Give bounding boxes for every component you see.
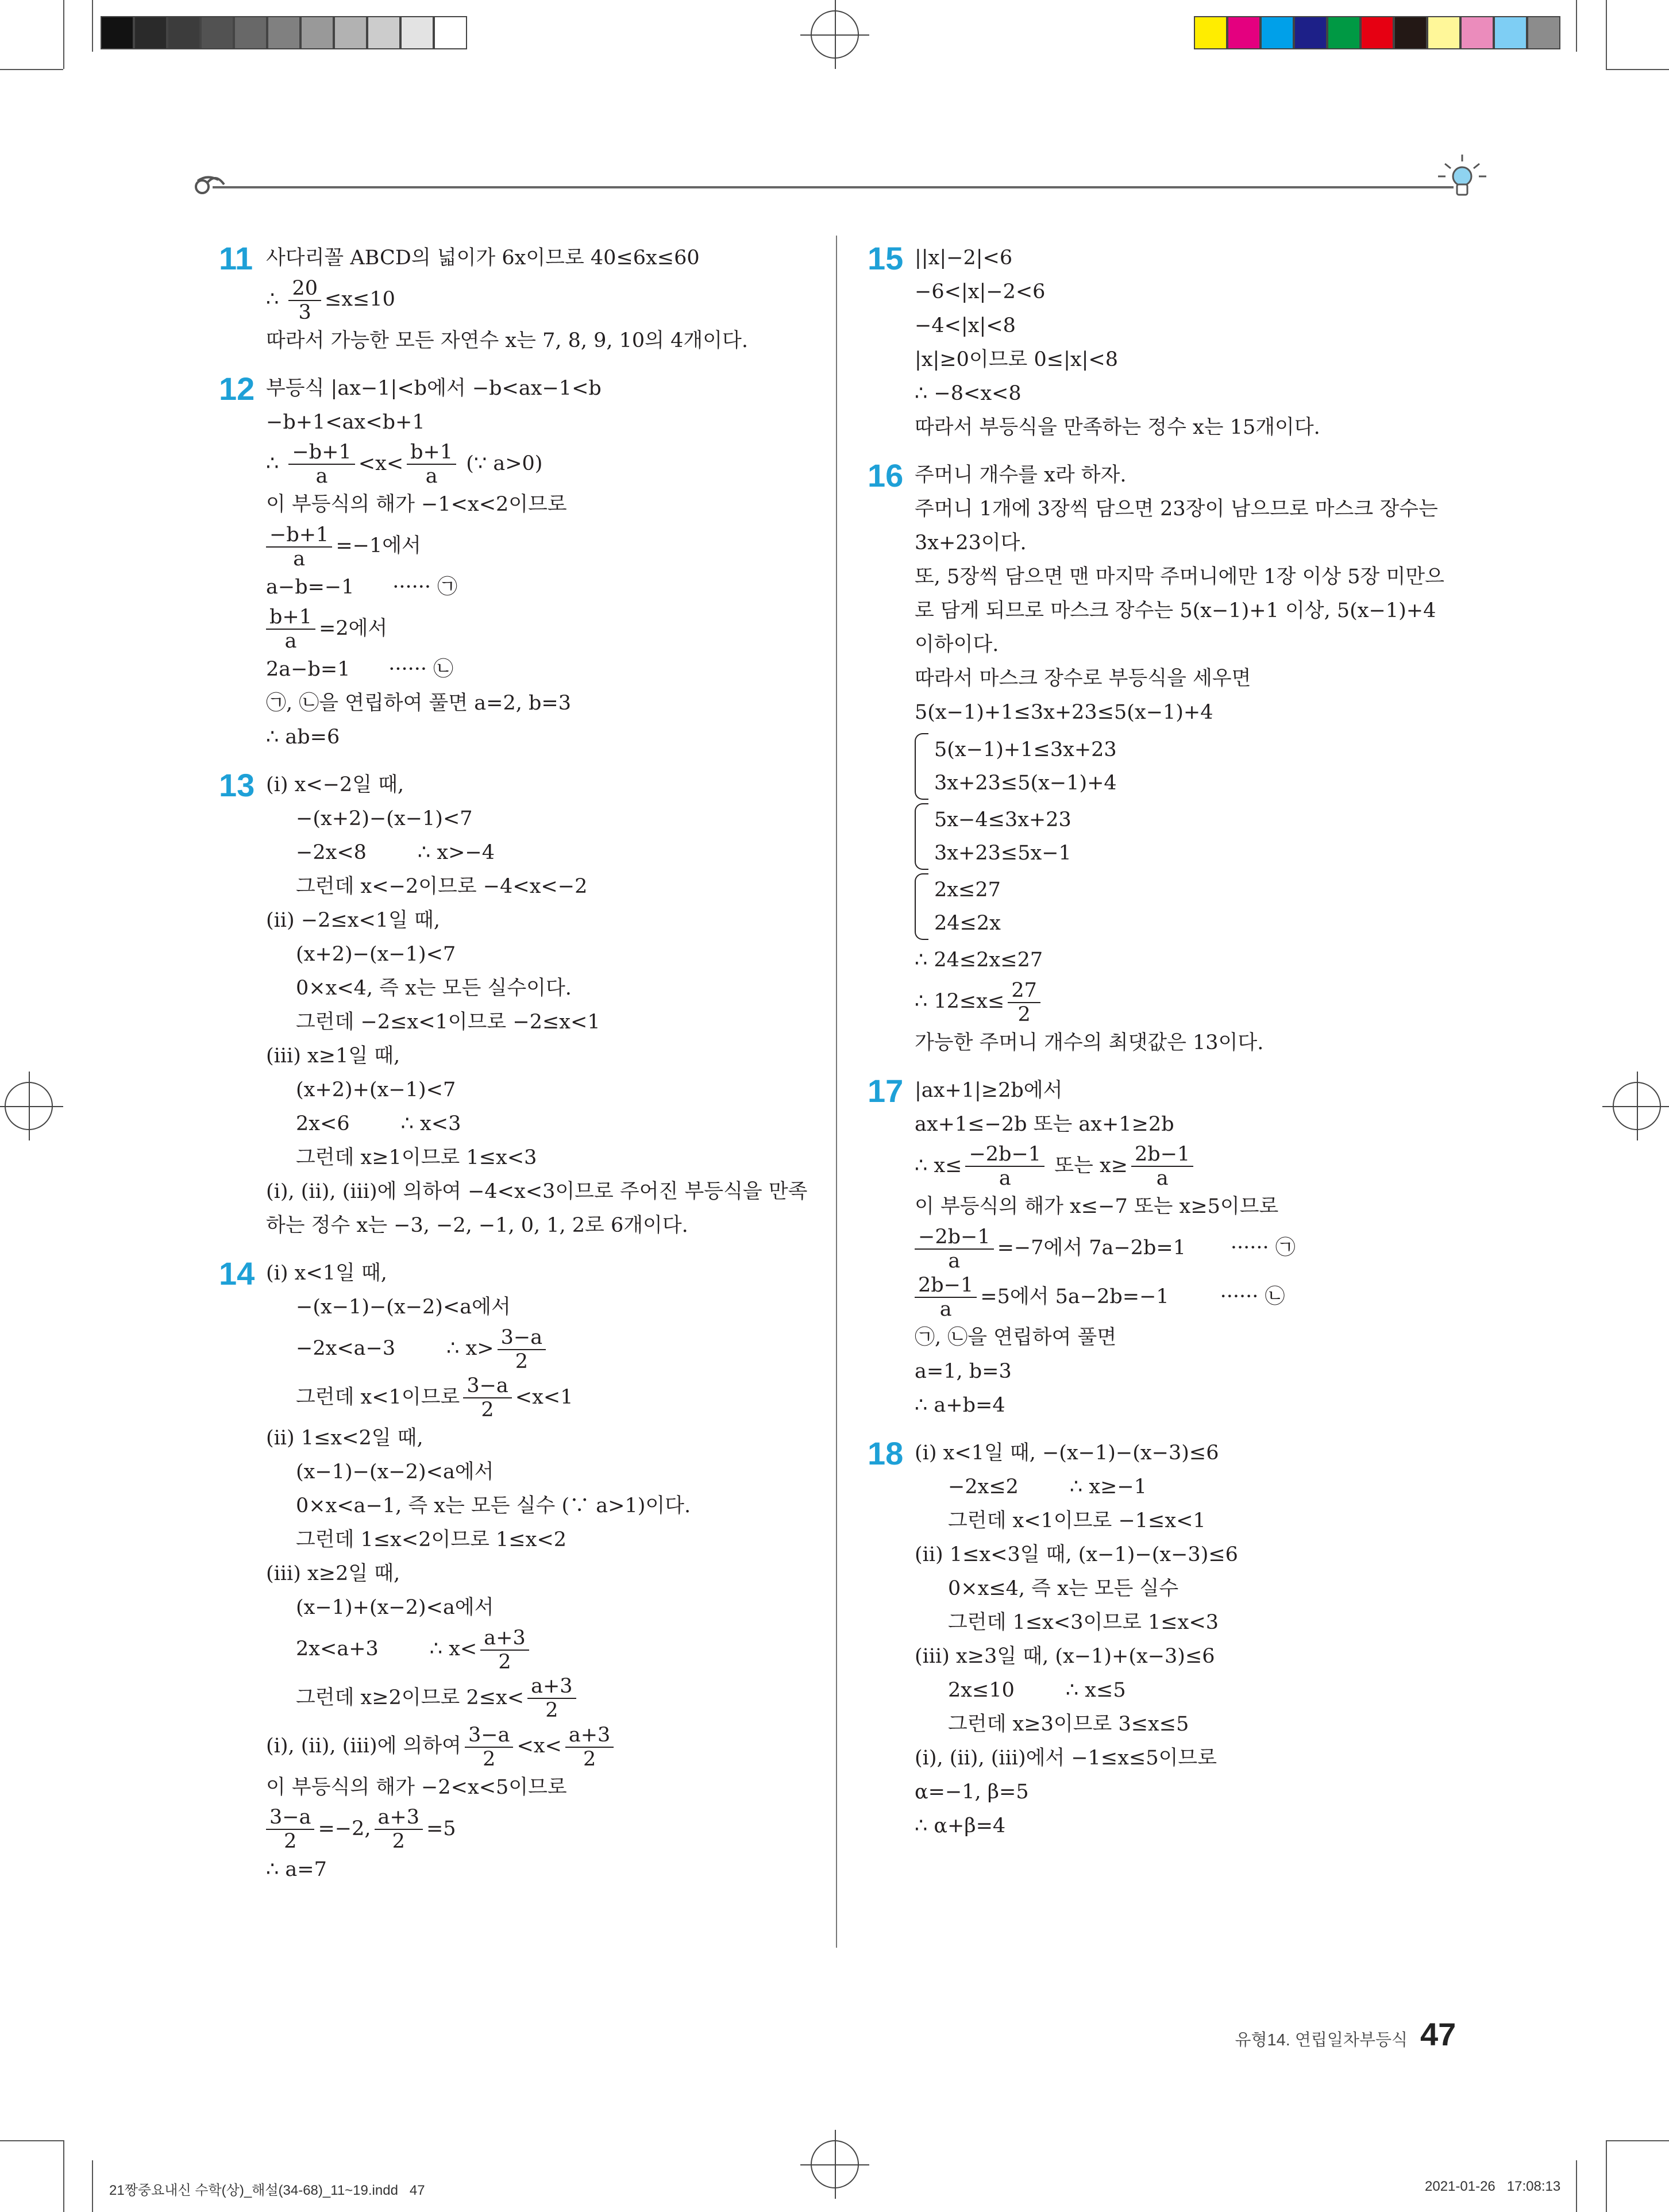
inequality-system: 2x≤27 24≤2x <box>915 873 1466 940</box>
gray-swatch <box>267 16 300 49</box>
fraction: $\frac{2b-1}{a}$ <box>915 1274 977 1321</box>
solution-line: $\frac{3-a}{2}$ =−2, $\frac{a+3}{2}$ =5 <box>266 1805 818 1853</box>
solution-line: 0×x≤4, 즉 x는 모든 실수 <box>948 1577 1179 1600</box>
registration-mark-icon <box>811 2140 859 2188</box>
registration-mark-icon <box>5 1082 53 1130</box>
solution-line: 이하이다. <box>915 633 999 656</box>
inequality-system: 5x−4≤3x+23 3x+23≤5x−1 <box>915 803 1466 870</box>
case-heading: (ⅰ) x<1일 때, −(x−1)−(x−3)≤6 <box>915 1442 1219 1465</box>
fraction: $\frac{-b+1}{a}$ <box>266 523 332 571</box>
solution-line: ax+1≤−2b 또는 ax+1≥2b <box>915 1112 1174 1136</box>
page-number: 47 <box>1420 2016 1456 2052</box>
solution-line: |ax+1|≥2b에서 <box>915 1078 1063 1102</box>
gray-swatch <box>201 16 234 49</box>
solution-line: 이 부등식의 해가 −2<x<5이므로 <box>266 1775 567 1799</box>
problem-13 <box>219 767 818 1243</box>
solution-line: 따라서 가능한 모든 자연수 x는 7, 8, 9, 10의 4개이다. <box>266 329 748 352</box>
solution-line: ㉠, ㉡을 연립하여 풀면 <box>915 1326 1117 1349</box>
solution-line: 그런데 x≥2이므로 2≤x< $\frac{a+3}{2}$ <box>266 1674 818 1722</box>
solution-line: −2x<8 ∴ x>−4 <box>296 841 495 864</box>
gray-swatch <box>234 16 267 49</box>
solution-line: 2x<a+3 ∴ x< $\frac{a+3}{2}$ <box>266 1625 818 1674</box>
crop-mark <box>0 69 63 70</box>
solution-line: ∴ a=7 <box>266 1858 327 1881</box>
problem-number: 14 <box>219 1255 255 1292</box>
solution-line: (ⅰ), (ⅱ), (ⅲ)에 의하여 $\frac{3-a}{2}$ <x< $\frac{a+3}{2}$ <box>266 1722 818 1771</box>
solution-line: ∴ a+b=4 <box>915 1394 1005 1417</box>
fraction: $\frac{b+1}{a}$ <box>407 441 456 488</box>
solution-line: (ⅰ), (ⅱ), (ⅲ)에서 −1≤x≤5이므로 <box>915 1747 1217 1770</box>
problem-number: 17 <box>868 1072 904 1109</box>
problem-11 <box>219 240 818 358</box>
solution-line: −2x≤2 ∴ x≥−1 <box>948 1475 1147 1498</box>
solution-line: ∴ 12≤x≤ $\frac{27}{2}$ <box>915 977 1466 1026</box>
fraction: $\frac{a+3}{2}$ <box>480 1627 529 1674</box>
solution-line: 부등식 |ax−1|<b에서 −b<ax−1<b <box>266 376 602 400</box>
solution-line: (x+2)−(x−1)<7 <box>296 943 456 966</box>
color-swatch <box>1460 16 1494 49</box>
gray-swatch <box>400 16 434 49</box>
solution-line: 이 부등식의 해가 x≤−7 또는 x≥5이므로 <box>915 1195 1279 1218</box>
crop-mark <box>92 0 93 52</box>
solution-line: (x−1)−(x−2)<a에서 <box>296 1460 494 1483</box>
solution-line: $\frac{-b+1}{a}$ =−1에서 <box>266 522 818 571</box>
solution-line: 주머니 1개에 3장씩 담으면 23장이 남으므로 마스크 장수는 <box>915 498 1438 521</box>
case-heading: (ⅰ) x<1일 때, <box>266 1262 387 1285</box>
solution-line: ∴ 24≤2x≤27 <box>915 949 1043 972</box>
solution-line: 2x≤10 ∴ x≤5 <box>948 1679 1126 1702</box>
crop-mark <box>1606 2140 1607 2212</box>
crop-mark <box>63 0 64 69</box>
color-swatch <box>1194 16 1227 49</box>
solution-line: 2a−b=1 ······ ㉡ <box>266 658 454 681</box>
problem-number: 18 <box>868 1435 904 1471</box>
solution-line: 그런데 1≤x<2이므로 1≤x<2 <box>296 1528 566 1551</box>
problem-14 <box>219 1255 818 1887</box>
registration-mark-icon <box>811 10 859 59</box>
right-column <box>868 240 1466 1857</box>
fraction: $\frac{-2b-1}{a}$ <box>965 1143 1044 1190</box>
solution-line: −(x−1)−(x−2)<a에서 <box>296 1296 511 1319</box>
problem-12 <box>219 370 818 755</box>
crop-mark <box>1576 0 1577 52</box>
brace-icon <box>915 803 928 870</box>
fraction: $\frac{-b+1}{a}$ <box>288 441 354 488</box>
file-name: 21짱중요내신 수학(상)_해설(34-68)_11~19.indd 47 <box>109 2183 425 2198</box>
solution-line: (x−1)+(x−2)<a에서 <box>296 1596 494 1619</box>
solution-line: 가능한 주머니 개수의 최댓값은 13이다. <box>915 1031 1264 1054</box>
gray-swatch <box>367 16 400 49</box>
solution-line: ||x|−2|<6 <box>915 246 1013 269</box>
solution-line: 0×x<a−1, 즉 x는 모든 실수 (∵ a>1)이다. <box>296 1494 691 1517</box>
solution-line: ∴ α+β=4 <box>915 1814 1006 1837</box>
fraction: $\frac{a+3}{2}$ <box>527 1675 576 1722</box>
color-swatch <box>1261 16 1294 49</box>
gray-swatch <box>134 16 167 49</box>
scissors-icon <box>196 177 224 193</box>
solution-line: 로 담게 되므로 마스크 장수는 5(x−1)+1 이상, 5(x−1)+4 <box>915 599 1436 622</box>
problem-18 <box>868 1435 1466 1843</box>
column-divider <box>836 236 837 1948</box>
case-heading: (ⅱ) 1≤x<3일 때, (x−1)−(x−3)≤6 <box>915 1543 1238 1566</box>
fraction: $\frac{a+3}{2}$ <box>375 1806 423 1853</box>
crop-mark <box>92 2160 93 2212</box>
solution-line: −4<|x|<8 <box>915 314 1016 337</box>
solution-line: 5(x−1)+1≤3x+23≤5(x−1)+4 <box>915 701 1213 724</box>
solution-line: ∴ x≤ $\frac{-2b-1}{a}$ 또는 x≥ $\frac{2b-1}{a}$ <box>915 1142 1466 1190</box>
solution-line: α=−1, β=5 <box>915 1781 1029 1803</box>
brace-icon <box>915 873 928 940</box>
color-swatch <box>1527 16 1560 49</box>
solution-line: ∴ $\frac{20}{3}$ ≤x≤10 <box>266 276 395 324</box>
solution-line: $\frac{b+1}{a}$ =2에서 <box>266 604 818 653</box>
solution-line: 2x<6 ∴ x<3 <box>296 1112 461 1135</box>
solution-line: 그런데 x<1이므로 −1≤x<1 <box>948 1509 1206 1532</box>
problem-17 <box>868 1072 1466 1423</box>
solution-line: (ⅰ), (ⅱ), (ⅲ)에 의하여 −4<x<3이므로 주어진 부등식을 만족 <box>266 1180 808 1203</box>
brace-icon <box>915 733 928 800</box>
solution-line: a=1, b=3 <box>915 1360 1012 1383</box>
solution-line: $\frac{-2b-1}{a}$ =−7에서 7a−2b=1 ······ ㉠ <box>915 1224 1466 1273</box>
solution-line: −b+1<ax<b+1 <box>266 410 425 434</box>
solution-line: 그런데 −2≤x<1이므로 −2≤x<1 <box>296 1011 600 1034</box>
case-heading: (ⅲ) x≥3일 때, (x−1)+(x−3)≤6 <box>915 1645 1215 1668</box>
solution-line: ∴ −8<x<8 <box>915 382 1022 405</box>
solution-line: 그런데 x≥3이므로 3≤x≤5 <box>948 1713 1189 1736</box>
solution-line: −6<|x|−2<6 <box>915 280 1046 303</box>
solution-line: 사다리꼴 ABCD의 넓이가 6x이므로 40≤6x≤60 <box>266 246 700 269</box>
gray-swatch <box>167 16 201 49</box>
problem-16 <box>868 457 1466 1060</box>
solution-line: 그런데 1≤x<3이므로 1≤x<3 <box>948 1611 1219 1634</box>
problem-number: 13 <box>219 767 255 803</box>
fraction: $\frac{-2b-1}{a}$ <box>915 1226 994 1273</box>
case-heading: (ⅲ) x≥2일 때, <box>266 1562 400 1585</box>
crop-mark <box>1606 69 1669 70</box>
gray-swatch <box>300 16 334 49</box>
color-swatch <box>1294 16 1327 49</box>
fraction: $\frac{3-a}{2}$ <box>463 1374 511 1421</box>
print-timestamp: 2021-01-26 17:08:13 <box>1425 2179 1561 2194</box>
solution-line: −2x<a−3 ∴ x> $\frac{3-a}{2}$ <box>266 1324 818 1373</box>
color-swatch <box>1494 16 1527 49</box>
left-column <box>219 240 818 1901</box>
fraction: $\frac{27}{2}$ <box>1008 979 1040 1026</box>
color-swatch <box>1427 16 1460 49</box>
solution-line: ㉠, ㉡을 연립하여 풀면 a=2, b=3 <box>266 692 572 715</box>
solution-line: ∴ ab=6 <box>266 726 340 749</box>
solution-line: 그런데 x<−2이므로 −4<x<−2 <box>296 875 588 898</box>
gray-swatch <box>101 16 134 49</box>
solution-line: 그런데 x<1이므로 $\frac{3-a}{2}$ <x<1 <box>296 1374 573 1421</box>
fraction: $\frac{a+3}{2}$ <box>565 1724 614 1771</box>
solution-line: 그런데 x≥1이므로 1≤x<3 <box>296 1146 537 1169</box>
problem-number: 16 <box>868 457 904 494</box>
color-swatch <box>1327 16 1360 49</box>
solution-line: 0×x<4, 즉 x는 모든 실수이다. <box>296 977 572 1000</box>
crop-mark <box>1576 2160 1577 2212</box>
solution-line: 따라서 마스크 장수로 부등식을 세우면 <box>915 667 1251 690</box>
solution-line: |x|≥0이므로 0≤|x|<8 <box>915 348 1118 371</box>
case-heading: (ⅰ) x<−2일 때, <box>266 773 404 796</box>
crop-mark <box>1606 0 1607 69</box>
case-heading: (ⅲ) x≥1일 때, <box>266 1045 400 1068</box>
case-heading: (ⅱ) 1≤x<2일 때, <box>266 1427 423 1450</box>
solution-line: 주머니 개수를 x라 하자. <box>915 464 1127 487</box>
lightbulb-icon <box>1438 155 1486 195</box>
case-heading: (ⅱ) −2≤x<1일 때, <box>266 909 440 932</box>
fraction: $\frac{3-a}{2}$ <box>498 1326 546 1373</box>
solution-line: $\frac{2b-1}{a}$ =5에서 5a−2b=−1 ······ ㉡ <box>915 1273 1466 1321</box>
solution-line: −(x+2)−(x−1)<7 <box>296 807 473 830</box>
gray-swatch <box>434 16 467 49</box>
crop-mark <box>1606 2140 1669 2141</box>
solution-line: 3x+23이다. <box>915 531 1027 554</box>
crop-mark <box>63 2140 64 2212</box>
gray-swatch <box>334 16 367 49</box>
problem-number: 15 <box>868 240 904 276</box>
crop-mark <box>0 2140 63 2141</box>
inequality-system: 5(x−1)+1≤3x+23 3x+23≤5(x−1)+4 <box>915 733 1466 800</box>
solution-line: 이 부등식의 해가 −1<x<2이므로 <box>266 493 567 516</box>
registration-mark-icon <box>1613 1082 1661 1130</box>
section-title: 유형14. 연립일차부등식 <box>1235 2031 1408 2049</box>
fraction: $\frac{b+1}{a}$ <box>266 606 315 653</box>
solution-line: a−b=−1 ······ ㉠ <box>266 575 458 599</box>
fraction: $\frac{3-a}{2}$ <box>266 1806 314 1853</box>
problem-number: 12 <box>219 370 255 407</box>
color-swatch <box>1227 16 1261 49</box>
solution-line: 따라서 부등식을 만족하는 정수 x는 15개이다. <box>915 416 1320 439</box>
problem-15 <box>868 240 1466 445</box>
fraction: $\frac{20}{3}$ <box>288 277 321 324</box>
solution-line: (x+2)+(x−1)<7 <box>296 1078 456 1101</box>
solution-line: 또, 5장씩 담으면 맨 마지막 주머니에만 1장 이상 5장 미만으 <box>915 565 1444 588</box>
fraction: $\frac{2b-1}{a}$ <box>1131 1143 1193 1190</box>
header-rule <box>190 147 1494 204</box>
problem-number: 11 <box>219 240 253 276</box>
color-swatch <box>1360 16 1394 49</box>
color-swatch <box>1394 16 1427 49</box>
solution-line: 하는 정수 x는 −3, −2, −1, 0, 1, 2로 6개이다. <box>266 1214 688 1237</box>
solution-line: ∴ $\frac{-b+1}{a}$ <x< $\frac{b+1}{a}$ (∵ a>0) <box>266 441 543 488</box>
fraction: $\frac{3-a}{2}$ <box>465 1724 513 1771</box>
